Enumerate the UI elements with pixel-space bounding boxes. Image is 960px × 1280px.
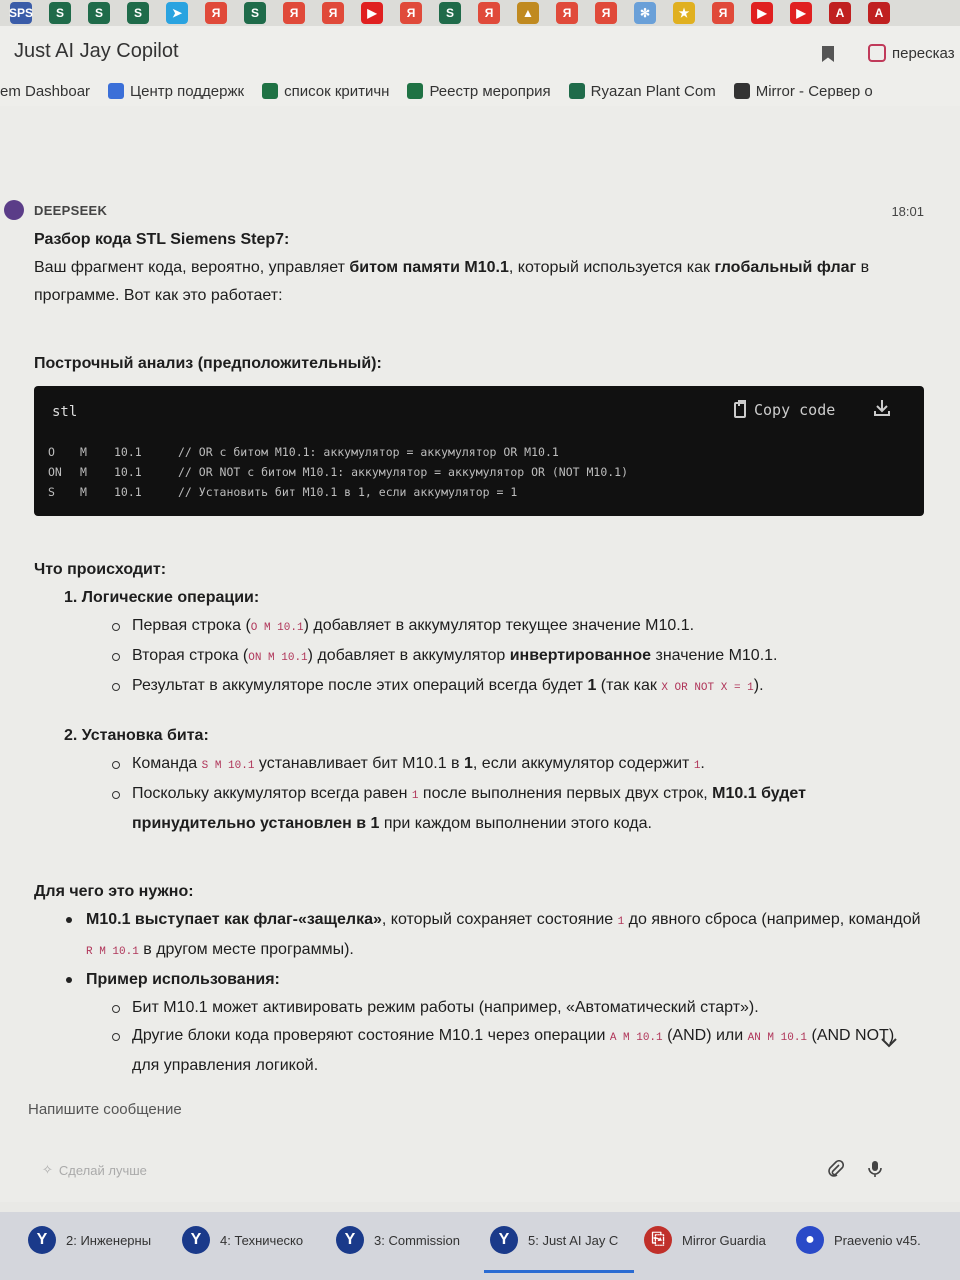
bookmark-item[interactable] xyxy=(108,83,244,100)
paperclip-icon[interactable] xyxy=(828,1160,844,1178)
s-icon[interactable]: S xyxy=(127,2,149,24)
text: Бит M10.1 может активировать режим работы (например, «Автоматический старт»). xyxy=(132,999,759,1016)
avatar xyxy=(4,200,24,220)
text: Команда xyxy=(132,755,202,772)
list-item xyxy=(110,672,924,702)
taskbar-label: Mirror Guardia xyxy=(682,1232,766,1248)
inline-code: 1 xyxy=(693,760,701,772)
bookmark-label: список критичн xyxy=(284,82,390,100)
sender-name: DEEPSEEK xyxy=(34,202,108,218)
list-item xyxy=(110,1022,924,1080)
image-icon[interactable]: ▲ xyxy=(517,2,539,24)
active-task-indicator xyxy=(484,1270,634,1273)
text: , который используется как xyxy=(508,259,715,276)
code-token: M xyxy=(80,485,87,499)
list-item xyxy=(110,780,924,838)
text: (AND) или xyxy=(662,1027,748,1044)
code-token: M xyxy=(80,465,87,479)
intro-paragraph xyxy=(34,254,924,310)
taskbar-label: Praevenio v45. xyxy=(834,1232,921,1248)
bookmark-item[interactable] xyxy=(407,83,550,100)
what-heading: Что происходит: xyxy=(34,561,167,578)
inline-code: ON M 10.1 xyxy=(248,652,308,664)
bookmark-item[interactable] xyxy=(734,83,873,100)
code-line xyxy=(48,462,628,482)
s-icon[interactable]: S xyxy=(88,2,110,24)
analysis-heading: Построчный анализ (предположительный): xyxy=(34,355,382,372)
text: при каждом выполнении этого кода. xyxy=(379,815,652,832)
message-composer xyxy=(0,1086,960,1202)
list-item xyxy=(110,750,924,780)
bookmark-item[interactable] xyxy=(569,83,716,100)
bold-text: M10.1 выступает как флаг-«защелка» xyxy=(86,911,382,928)
list-item xyxy=(64,906,924,966)
youtube-icon[interactable]: ▶ xyxy=(751,2,773,24)
code-token: // OR с битом M10.1: аккумулятор = аккумулятор OR M10.1 xyxy=(178,445,559,459)
inline-code: R M 10.1 xyxy=(86,946,139,958)
yandex-icon[interactable]: Я xyxy=(400,2,422,24)
bold-text: Пример использования: xyxy=(86,971,280,988)
inline-code: A M 10.1 xyxy=(609,1032,663,1044)
pdf-icon: ⎘ xyxy=(644,1226,672,1254)
improve-button[interactable] xyxy=(42,1162,147,1178)
yandex-icon[interactable]: Я xyxy=(595,2,617,24)
text: , если аккумулятор содержит xyxy=(472,755,694,772)
taskbar-item[interactable] xyxy=(182,1226,303,1254)
sub-list xyxy=(110,994,924,1080)
inline-code: 1 xyxy=(617,916,625,928)
code-block xyxy=(34,386,924,516)
youtube-icon[interactable]: ▶ xyxy=(790,2,812,24)
app-icon: ● xyxy=(796,1226,824,1254)
retell-label: пересказ xyxy=(892,44,955,62)
bookmark-label: Реестр мероприя xyxy=(429,82,551,100)
list-item xyxy=(110,642,924,672)
inline-code: X OR NOT X = 1 xyxy=(661,682,754,694)
text: (так как xyxy=(596,677,662,694)
bold-text: 1 xyxy=(464,755,473,772)
why-heading: Для чего это нужно: xyxy=(34,883,194,900)
code-lines xyxy=(48,442,628,502)
sharepoint-icon xyxy=(569,83,585,99)
bar-chart-icon xyxy=(734,83,750,99)
bookmark-label: Mirror - Сервер о xyxy=(755,82,873,100)
taskbar-item[interactable] xyxy=(490,1226,618,1254)
copy-code-button[interactable] xyxy=(734,396,835,424)
yandex-icon[interactable]: Я xyxy=(556,2,578,24)
step-title: 1. Логические операции: xyxy=(64,589,260,606)
text: (AND NOT) для управления логикой. xyxy=(132,1027,895,1074)
clipboard-icon xyxy=(734,402,746,418)
snowflake-icon[interactable]: ✻ xyxy=(634,2,656,24)
steps-list xyxy=(64,584,924,838)
text: Вторая строка ( xyxy=(132,647,249,664)
taskbar-item[interactable] xyxy=(336,1226,460,1254)
excel-icon xyxy=(407,83,423,99)
bold-text: глобальный флаг xyxy=(714,259,857,276)
bookmarks-bar xyxy=(0,76,960,106)
a-icon[interactable]: A xyxy=(868,2,890,24)
message-sender xyxy=(4,200,107,220)
download-icon[interactable] xyxy=(872,398,892,418)
text: Первая строка ( xyxy=(132,617,251,634)
why-list xyxy=(64,906,924,1080)
bold-text: битом памяти M10.1 xyxy=(349,259,509,276)
copy-code-label: Copy code xyxy=(754,401,836,419)
taskbar-item[interactable] xyxy=(644,1226,766,1254)
taskbar-item[interactable] xyxy=(28,1226,151,1254)
code-token: // Установить бит M10.1 в 1, если аккумулятор = 1 xyxy=(178,485,518,499)
text: до явного сброса (например, командой xyxy=(624,911,921,928)
code-token: // OR NOT с битом M10.1: аккумулятор = аккумулятор OR (NOT M10.1) xyxy=(178,465,629,479)
inline-code: 1 xyxy=(411,790,419,802)
bold-text: инвертированное xyxy=(509,647,652,664)
bookmark-label: Ryazan Plant Com xyxy=(590,82,716,100)
telegram-icon[interactable]: ➤ xyxy=(166,2,188,24)
yandex-browser-icon: Y xyxy=(490,1226,518,1254)
sps-icon[interactable]: SPS xyxy=(10,2,32,24)
text: ) добавляет в аккумулятор текущее значение M10.1. xyxy=(303,617,695,634)
text: после выполнения первых двух строк, xyxy=(418,785,713,802)
bolt-icon xyxy=(108,83,124,99)
youtube-icon[interactable]: ▶ xyxy=(361,2,383,24)
message-content xyxy=(34,226,924,1080)
bookmark-label: em Dashboar xyxy=(0,82,91,100)
microphone-icon[interactable] xyxy=(868,1160,882,1178)
code-token: S xyxy=(48,485,55,499)
yandex-icon[interactable]: Я xyxy=(478,2,500,24)
bookmark-item[interactable] xyxy=(262,83,389,100)
s-icon[interactable]: S xyxy=(49,2,71,24)
excel-icon xyxy=(262,83,278,99)
title-bar xyxy=(0,26,960,76)
bold-text: 1 xyxy=(587,677,597,694)
text: устанавливает бит M10.1 в xyxy=(254,755,464,772)
message-input[interactable] xyxy=(28,1094,908,1124)
text: Поскольку аккумулятор всегда равен xyxy=(132,785,412,802)
text: ) добавляет в аккумулятор xyxy=(307,647,510,664)
text: Ваш фрагмент кода, вероятно, управляет xyxy=(34,259,350,276)
yandex-browser-icon: Y xyxy=(28,1226,56,1254)
bookmark-label: Центр поддержк xyxy=(130,82,245,100)
step-title: 2. Установка бита: xyxy=(64,727,209,744)
yandex-browser-icon: Y xyxy=(182,1226,210,1254)
text: ). xyxy=(753,677,764,694)
list-item xyxy=(64,584,924,702)
text: значение M10.1. xyxy=(651,647,778,664)
app-title: Just AI Jay Copilot xyxy=(14,40,179,62)
scroll-down-chevron-icon[interactable] xyxy=(880,1034,898,1052)
code-token: 10.1 xyxy=(114,485,142,499)
a-icon[interactable]: A xyxy=(829,2,851,24)
taskbar xyxy=(0,1212,960,1280)
yandex-icon[interactable]: Я xyxy=(283,2,305,24)
list-item xyxy=(110,612,924,642)
code-token: ON xyxy=(48,465,62,479)
star-icon[interactable]: ★ xyxy=(673,2,695,24)
message-heading: Разбор кода STL Siemens Step7: xyxy=(34,231,290,248)
sub-list xyxy=(110,612,924,702)
text: Результат в аккумуляторе после этих операций всегда будет xyxy=(132,677,588,694)
bold-text: M10.1 будет принудительно установлен в 1 xyxy=(132,785,806,832)
code-line xyxy=(48,442,628,462)
list-item xyxy=(64,722,924,838)
yandex-icon[interactable]: Я xyxy=(322,2,344,24)
yandex-icon[interactable]: Я xyxy=(205,2,227,24)
list-item xyxy=(64,966,924,1080)
list-item xyxy=(110,994,924,1022)
text: . xyxy=(700,755,705,772)
code-token: O xyxy=(48,445,55,459)
code-token: 10.1 xyxy=(114,465,142,479)
sub-list xyxy=(110,750,924,838)
text: , который сохраняет состояние xyxy=(381,911,618,928)
inline-code: O M 10.1 xyxy=(250,622,304,634)
taskbar-label: 3: Commission xyxy=(374,1232,460,1248)
code-token: 10.1 xyxy=(114,445,142,459)
bookmark-icon[interactable] xyxy=(822,46,834,62)
s-icon[interactable]: S xyxy=(439,2,461,24)
message-time: 18:01 xyxy=(891,204,924,219)
sparkle-icon: ✧ xyxy=(42,1162,53,1177)
bookmark-item[interactable] xyxy=(0,83,90,100)
improve-label: Сделай лучше xyxy=(58,1162,147,1178)
taskbar-label: 2: Инженерны xyxy=(66,1232,152,1248)
text: Другие блоки кода проверяют состояние M10.1 через операции xyxy=(132,1027,610,1044)
retell-icon xyxy=(868,44,886,62)
text: в программе. Вот как это работает: xyxy=(34,259,870,304)
text: в другом месте программы). xyxy=(138,941,354,958)
s-icon[interactable]: S xyxy=(244,2,266,24)
retell-button[interactable] xyxy=(868,44,955,62)
inline-code: S M 10.1 xyxy=(201,760,255,772)
taskbar-item[interactable] xyxy=(796,1226,921,1254)
yandex-icon[interactable]: Я xyxy=(712,2,734,24)
taskbar-label: 4: Техническо xyxy=(220,1232,304,1248)
code-line xyxy=(48,482,628,502)
chat-message xyxy=(0,106,960,1188)
code-language: stl xyxy=(52,404,78,420)
yandex-browser-icon: Y xyxy=(336,1226,364,1254)
inline-code: AN M 10.1 xyxy=(747,1032,808,1044)
code-token: M xyxy=(80,445,87,459)
tab-icon-strip xyxy=(0,0,960,26)
taskbar-label: 5: Just AI Jay C xyxy=(528,1232,619,1248)
